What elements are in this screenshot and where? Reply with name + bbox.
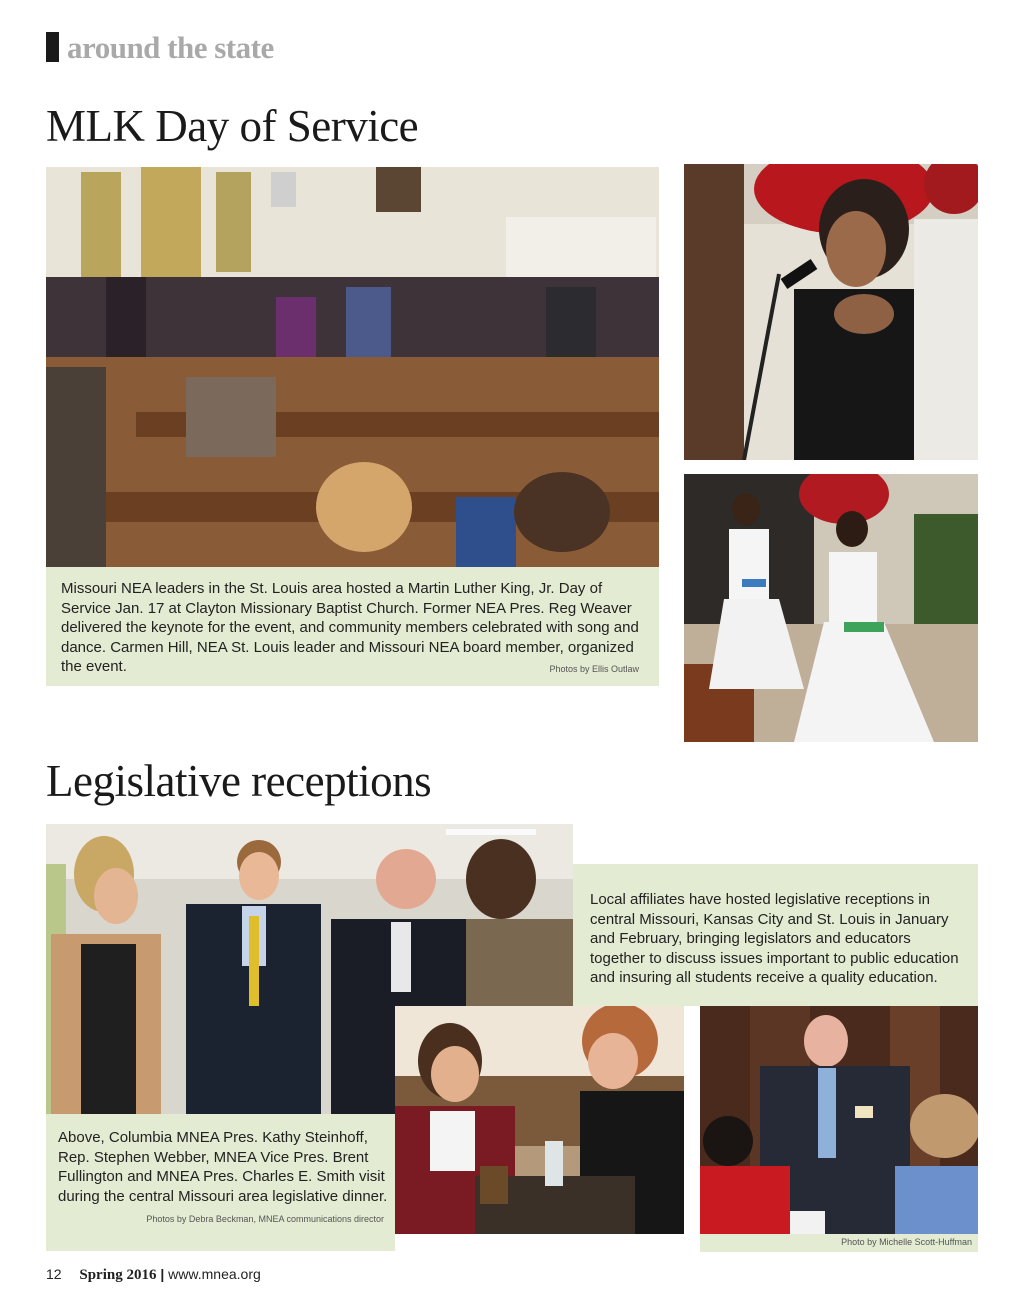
right-photo-credit: Photo by Michelle Scott-Huffman: [841, 1237, 972, 1247]
women-talking-photo: [395, 1006, 684, 1234]
legislative-photo-credit: Photos by Debra Beckman, MNEA communications director: [146, 1214, 384, 1224]
dancers-photo: [684, 474, 978, 742]
section-label: around the state: [67, 30, 274, 65]
right-photo-credit-box: [700, 1234, 978, 1252]
mlk-caption-box: [46, 567, 659, 686]
page-number: 12: [46, 1266, 62, 1282]
section-marker: [46, 32, 59, 62]
mlk-photo-credit: Photos by Ellis Outlaw: [549, 664, 639, 674]
church-choir-photo: [46, 167, 659, 567]
legislative-intro-box: [573, 864, 978, 1006]
page-footer: [46, 1266, 261, 1284]
footer-url[interactable]: www.mnea.org: [168, 1266, 261, 1282]
legislator-greeting-photo: [700, 1006, 978, 1234]
footer-separator: |: [160, 1266, 165, 1282]
legislative-headline: Legislative receptions: [46, 756, 432, 806]
girl-microphone-photo: [684, 164, 978, 460]
legislative-intro: Local affiliates have hosted legislative receptions in central Missouri, Kansas City and St. Louis in January and February, bringing legislators and educators together to discuss issues important to public education and insuring all students receive a quality education.: [590, 891, 959, 986]
legislative-caption: Above, Columbia MNEA Pres. Kathy Steinhoff, Rep. Stephen Webber, MNEA Vice Pres. Brent Fullington and MNEA Pres. Charles E. Smith visit during the central Missouri area legislative dinner.: [58, 1129, 388, 1205]
mlk-headline: MLK Day of Service: [46, 101, 419, 151]
legislative-caption-box: [46, 1114, 395, 1251]
mlk-caption: Missouri NEA leaders in the St. Louis area hosted a Martin Luther King, Jr. Day of Service Jan. 17 at Clayton Missionary Baptist Church. Former NEA Pres. Reg Weaver delivered the keynote for the event, and community members celebrated with song and dance. Carmen Hill, NEA St. Louis leader and Missouri NEA board member, organized the event.: [61, 580, 639, 675]
issue-label: Spring 2016: [79, 1267, 157, 1283]
